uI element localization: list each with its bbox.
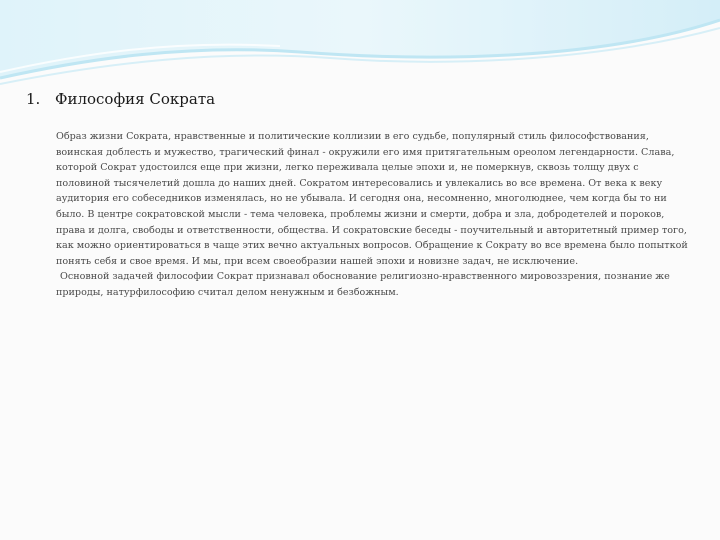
body-text bbox=[56, 129, 692, 301]
paragraph-intro: Образ жизни Сократа, нравственные и политические коллизии в его судьбе, популярный стиль философствования, воинская доблесть и мужество, трагический финал - окружили его имя притягательным ореолом легендарности. Слава, которой Сократ удостоился еще при жизни, легко переживала целые эпохи и, не померкнув, сквозь толщу двух с половиной тысячелетий дошла до наших дней. Сократом интересовались и увлекались во все времена. От века к веку аудитория его собеседников изменялась, но не убывала. И сегодня она, несомненно, многолюднее, чем когда бы то ни было. В центре сократовской мысли - тема человека, проблемы жизни и смерти, добра и зла, добродетелей и пороков, права и долга, свободы и ответственности, общества. И сократовские беседы - поучительный и авторитетный пример того, как можно ориентироваться в чаще этих вечно актуальных вопросов. Обращение к Сократу во все времена было попыткой понять себя и свое время. И мы, при всем своеобразии нашей эпохи и новизне задач, не исключение. bbox=[56, 131, 688, 267]
heading-title: Философия Сократа bbox=[55, 90, 216, 108]
heading-number: 1. bbox=[26, 90, 41, 108]
slide-heading bbox=[26, 90, 215, 108]
paragraph-main-task: Основной задачей философии Сократ признавал обоснование религиозно-нравственного мировоззрения, познание же природы, натурфилософию считал делом ненужным и безбожным. bbox=[56, 271, 670, 298]
